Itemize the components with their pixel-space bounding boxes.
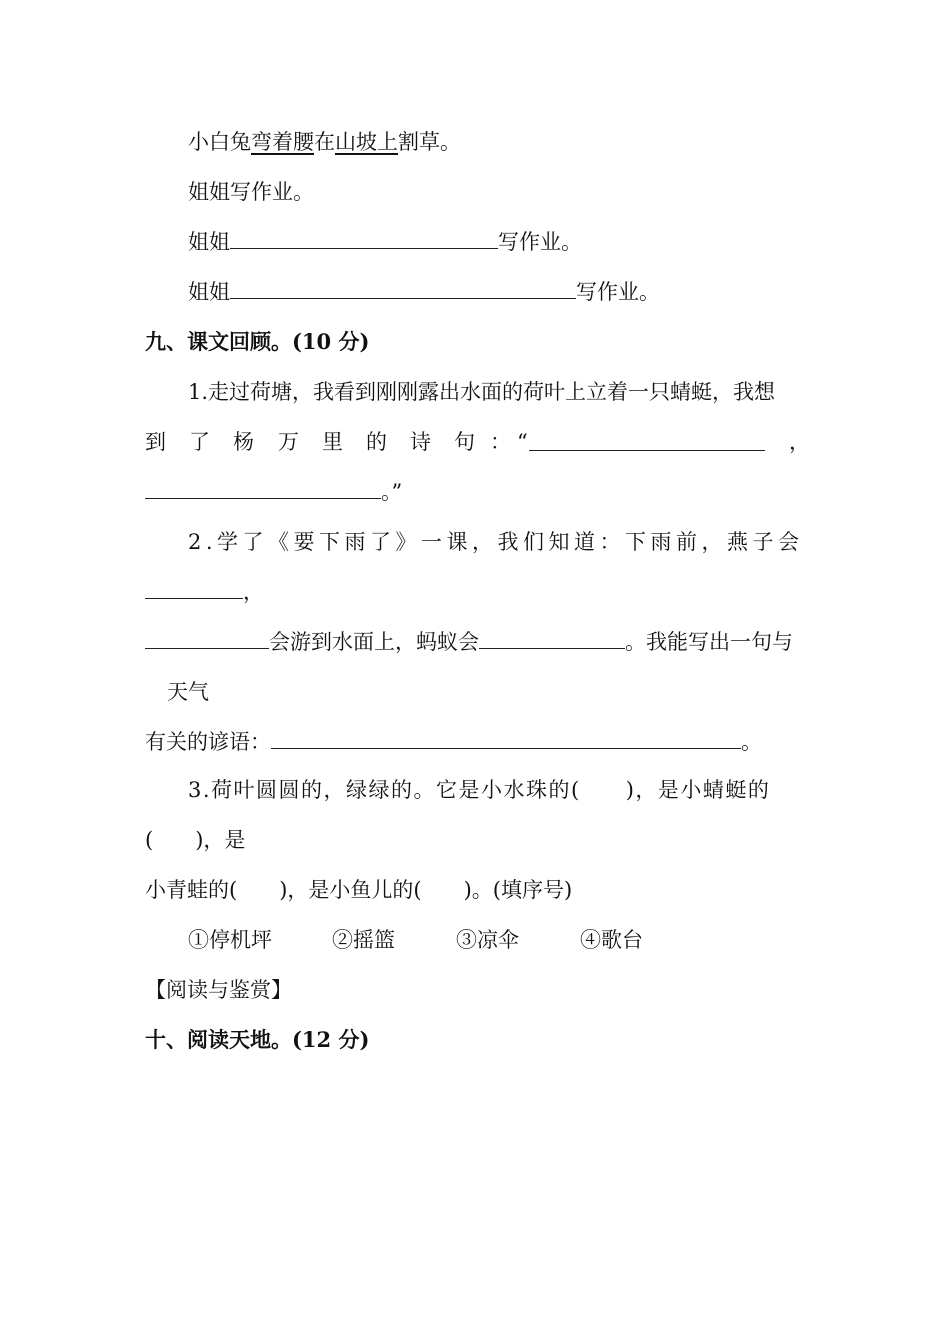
example-middle: 在 bbox=[314, 130, 335, 154]
q3-option: ③凉伞 bbox=[456, 928, 519, 952]
q1-char: “ bbox=[517, 430, 528, 454]
q1-char: 诗 bbox=[410, 430, 431, 454]
q2-blank-swallow[interactable] bbox=[145, 578, 243, 599]
expand-sentence-2 bbox=[188, 278, 660, 306]
q2-line-3 bbox=[145, 628, 793, 656]
q1-char: 句 bbox=[454, 430, 475, 454]
q1-char: ： bbox=[490, 430, 511, 454]
base-sentence: 姐姐写作业。 bbox=[188, 180, 314, 204]
q3-option: ④歌台 bbox=[580, 928, 643, 952]
expand-2-subject: 姐姐 bbox=[188, 280, 230, 304]
q2-end: 。我能写出一句与 bbox=[625, 630, 793, 654]
q2-blank-proverb[interactable] bbox=[271, 728, 741, 749]
q2-proverb-label: 有关的谚语： bbox=[145, 730, 271, 754]
q1-comma: ， bbox=[789, 430, 810, 454]
q2-comma: ， bbox=[243, 580, 264, 604]
expand-2-blank[interactable] bbox=[230, 278, 576, 299]
q3-option: ①停机坪 bbox=[188, 928, 272, 952]
q2-blank-ant[interactable] bbox=[479, 628, 625, 649]
section-9-title: 九、课文回顾。(10 分) bbox=[145, 329, 370, 354]
q1-line-1: 1.走过荷塘，我看到刚刚露出水面的荷叶上立着一只蜻蜓，我想 bbox=[188, 380, 776, 404]
q2-line-2 bbox=[145, 578, 264, 606]
expand-1-blank[interactable] bbox=[230, 228, 498, 249]
q1-char: 了 bbox=[189, 430, 210, 454]
q1-char: 万 bbox=[278, 430, 299, 454]
section-10-title: 十、阅读天地。(12 分) bbox=[145, 1027, 370, 1052]
example-after: 割草。 bbox=[398, 130, 461, 154]
q1-char: 的 bbox=[366, 430, 387, 454]
q3-line-1: 3.荷叶圆圆的，绿绿的。它是小水珠的( )，是小蜻蜓的 bbox=[188, 778, 771, 802]
example-underline-1: 弯着腰 bbox=[251, 130, 314, 154]
example-sentence bbox=[188, 128, 461, 156]
q3-option: ②摇篮 bbox=[332, 928, 395, 952]
q2-blank-fish[interactable] bbox=[145, 628, 269, 649]
q1-end: 。” bbox=[381, 480, 403, 504]
reading-header: 【阅读与鉴赏】 bbox=[145, 978, 292, 1002]
q2-line-4: 天气 bbox=[167, 680, 209, 704]
q1-blank-2[interactable] bbox=[145, 478, 381, 499]
q2-line-1: 2.学了《要下雨了》一课，我们知道：下雨前，燕子会 bbox=[188, 530, 804, 554]
q2-mid: 会游到水面上，蚂蚁会 bbox=[269, 630, 479, 654]
q2-line-5 bbox=[145, 728, 762, 756]
expand-1-tail: 写作业。 bbox=[498, 230, 582, 254]
q1-line-3 bbox=[145, 478, 402, 506]
example-before: 小白兔 bbox=[188, 130, 251, 154]
q1-blank-1[interactable] bbox=[529, 430, 765, 451]
example-underline-2: 山坡上 bbox=[335, 130, 398, 154]
expand-sentence-1 bbox=[188, 228, 582, 256]
q1-char: 到 bbox=[145, 430, 166, 454]
q2-proverb-end: 。 bbox=[741, 730, 762, 754]
q1-char: 杨 bbox=[233, 430, 254, 454]
q3-line-3: 小青蛙的( )，是小鱼儿的( )。(填序号) bbox=[145, 878, 573, 902]
expand-2-tail: 写作业。 bbox=[576, 280, 660, 304]
q3-line-2: ( )，是 bbox=[145, 828, 246, 852]
q1-char: 里 bbox=[322, 430, 343, 454]
expand-1-subject: 姐姐 bbox=[188, 230, 230, 254]
